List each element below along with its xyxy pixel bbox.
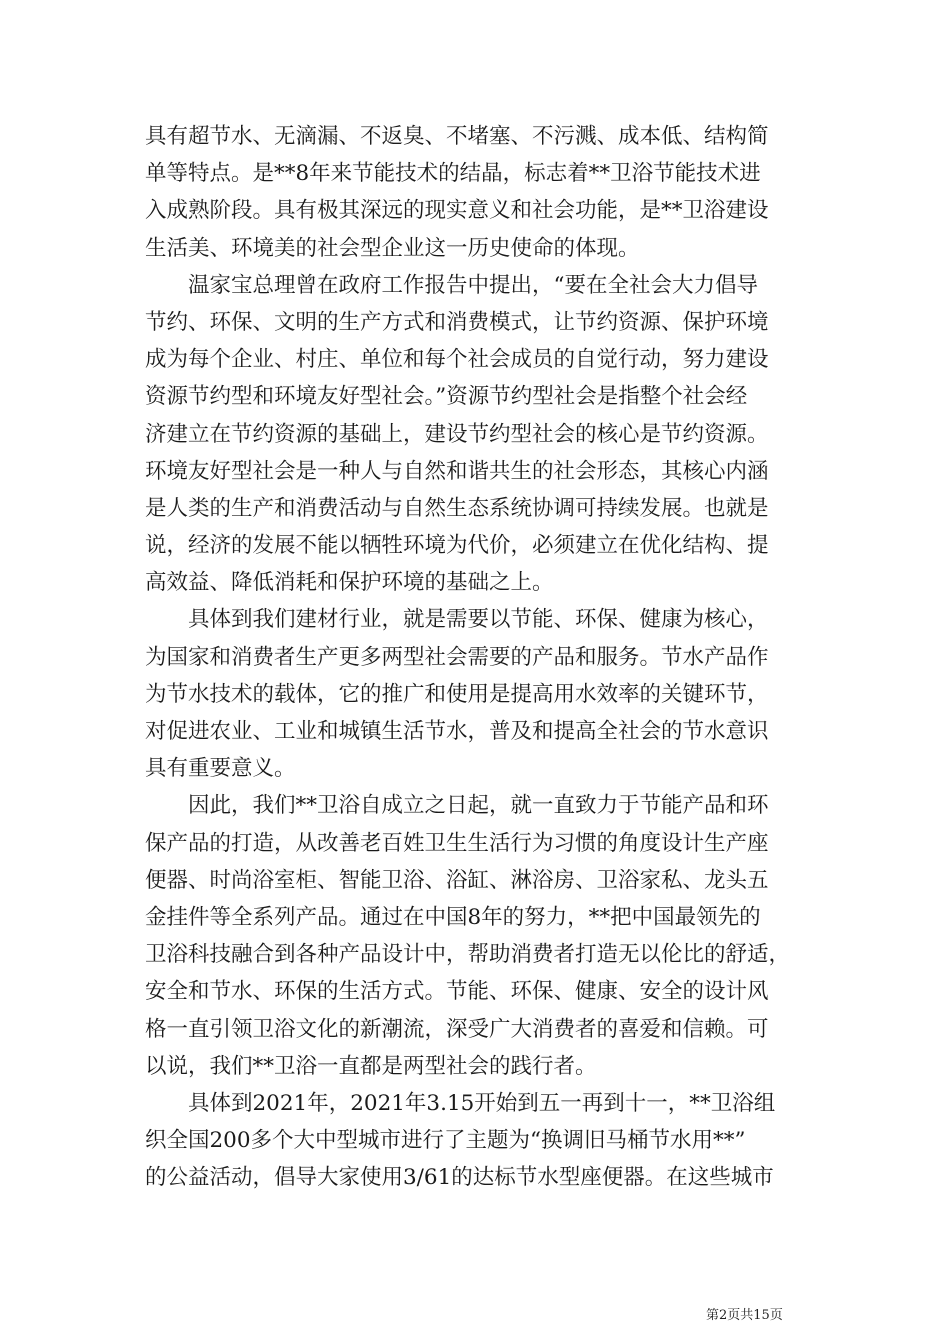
text-line: 环境友好型社会是一种人与自然和谐共生的社会形态，其核心内涵 <box>145 458 769 484</box>
paragraph <box>145 118 825 267</box>
page-number-footer: 第2页共15页 <box>706 1308 783 1323</box>
text-line: 说，经济的发展不能以牺牲环境为代价，必须建立在优化结构、提 <box>145 533 769 559</box>
text-line: 单等特点。是**8年来节能技术的结晶，标志着**卫浴节能技术进 <box>145 161 761 187</box>
paragraph <box>145 601 825 787</box>
text-line: 入成熟阶段。具有极其深远的现实意义和社会功能，是**卫浴建设 <box>145 198 769 224</box>
text-line: 是人类的生产和消费活动与自然生态系统协调可持续发展。也就是 <box>145 495 769 521</box>
paragraph <box>145 787 825 1085</box>
document-body <box>145 118 825 1196</box>
text-line: 生活美、环境美的社会型企业这一历史使命的体现。 <box>145 235 640 261</box>
text-line: 因此，我们**卫浴自成立之日起，就一直致力于节能产品和环 <box>188 793 769 819</box>
text-line: 资源节约型和环境友好型社会。”资源节约型社会是指整个社会经 <box>145 384 748 410</box>
text-line: 格一直引领卫浴文化的新潮流，深受广大消费者的喜爱和信赖。可 <box>145 1016 769 1042</box>
text-line: 具有重要意义。 <box>145 756 296 782</box>
text-line: 高效益、降低消耗和保护环境的基础之上。 <box>145 570 554 596</box>
text-line: 具体到我们建材行业，就是需要以节能、环保、健康为核心， <box>188 607 769 633</box>
text-line: 的公益活动，倡导大家使用3/61的达标节水型座便器。在这些城市 <box>145 1165 774 1191</box>
text-line: 具有超节水、无滴漏、不返臭、不堵塞、不污溅、成本低、结构简 <box>145 124 769 149</box>
text-line: 成为每个企业、村庄、单位和每个社会成员的自觉行动，努力建设 <box>145 347 769 373</box>
text-line: 节约、环保、文明的生产方式和消费模式，让节约资源、保护环境 <box>145 309 769 335</box>
text-line: 具体到2021年，2021年3.15开始到五一再到十一，**卫浴组 <box>188 1090 776 1116</box>
text-line: 保产品的打造，从改善老百姓卫生生活行为习惯的角度设计生产座 <box>145 830 769 856</box>
text-line: 为节水技术的载体，它的推广和使用是提高用水效率的关键环节， <box>145 681 769 707</box>
text-line: 以说，我们**卫浴一直都是两型社会的践行者。 <box>145 1053 597 1079</box>
paragraph <box>145 267 825 602</box>
text-line: 对促进农业、工业和城镇生活节水，普及和提高全社会的节水意识 <box>145 719 769 744</box>
text-line: 为国家和消费者生产更多两型社会需要的产品和服务。节水产品作 <box>145 644 769 670</box>
text-line: 济建立在节约资源的基础上，建设节约型社会的核心是节约资源。 <box>145 421 769 447</box>
text-line: 温家宝总理曾在政府工作报告中提出，“要在全社会大力倡导 <box>188 272 758 298</box>
text-line: 安全和节水、环保的生活方式。节能、环保、健康、安全的设计风 <box>145 979 769 1005</box>
text-line: 金挂件等全系列产品。通过在中国8年的努力，**把中国最领先的 <box>145 904 761 930</box>
text-line: 织全国200多个大中型城市进行了主题为“换调旧马桶节水用**” <box>145 1128 746 1154</box>
text-line: 便器、时尚浴室柜、智能卫浴、浴缸、淋浴房、卫浴家私、龙头五 <box>145 867 769 893</box>
text-line: 卫浴科技融合到各种产品设计中，帮助消费者打造无以伦比的舒适， <box>145 942 791 968</box>
paragraph <box>145 1085 825 1197</box>
